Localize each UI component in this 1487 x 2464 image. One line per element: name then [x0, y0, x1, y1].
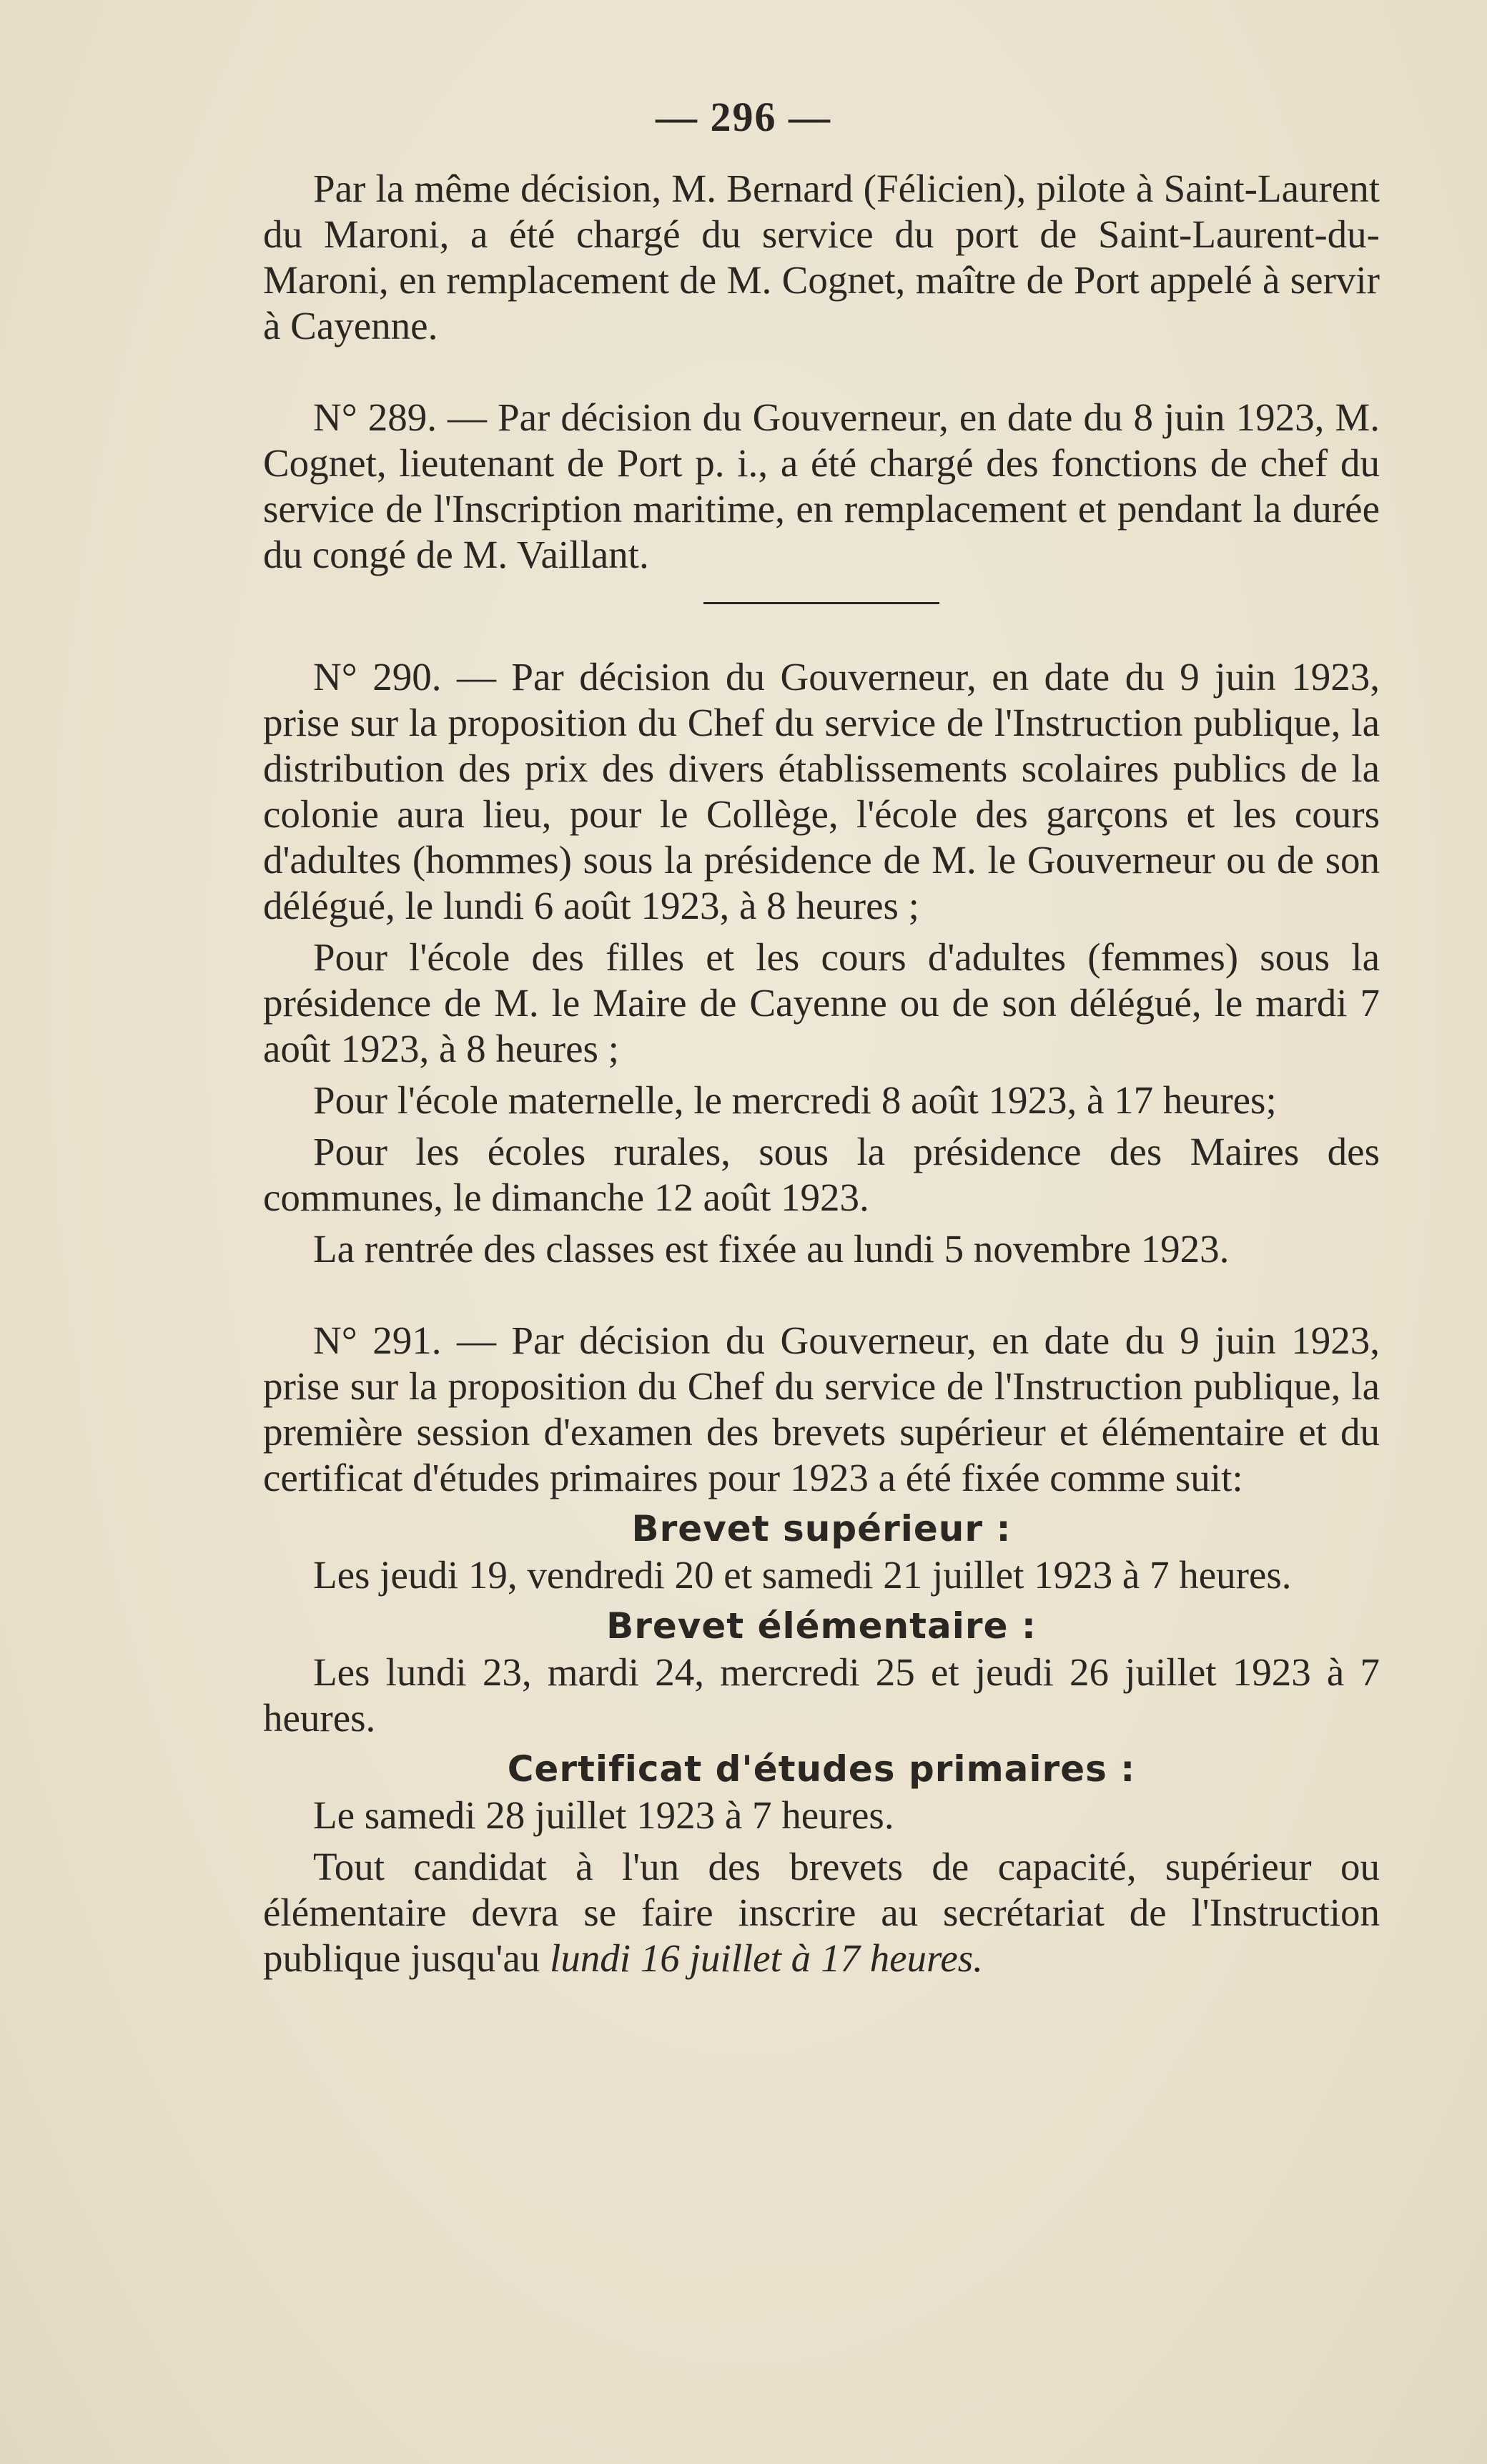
paragraph-dates-brevet-elementaire: Les lundi 23, mardi 24, mercredi 25 et jeudi 26 juillet 1923 à 7 heures.	[263, 1650, 1380, 1740]
paragraph-inscription	[263, 1844, 1380, 1981]
inscription-deadline: lundi 16 juillet à 17 heures.	[549, 1936, 983, 1980]
heading-certificat-etudes: Certificat d'études primaires :	[507, 1748, 1136, 1790]
page-number: — 296 —	[656, 94, 831, 140]
paragraph-decision-290: N° 290. — Par décision du Gouverneur, en date du 9 juin 1923, prise sur la proposition du Chef du service de l'Instruction publique, la distribution des prix des divers établissements scolaires publics de la colonie aura lieu, pour le Collège, l'école des garçons et les cours d'adultes (hommes) sous la présidence de M. le Gouverneur ou de son délégué, le lundi 6 août 1923, à 8 heures ;	[263, 655, 1380, 927]
paragraph-date-certificat: Le samedi 28 juillet 1923 à 7 heures.	[313, 1793, 894, 1837]
paragraph-rentree: La rentrée des classes est fixée au lundi 5 novembre 1923.	[313, 1227, 1230, 1271]
paragraph-decision-289: N° 289. — Par décision du Gouverneur, en date du 8 juin 1923, M. Cognet, lieutenant de Port p. i., a été chargé des fonctions de chef du service de l'Inscription maritime, en remplacement et pendant la durée du congé de M. Vaillant.	[263, 395, 1380, 576]
heading-brevet-superieur: Brevet supérieur :	[631, 1508, 1012, 1549]
heading-brevet-elementaire: Brevet élémentaire :	[606, 1605, 1037, 1647]
inscription-text: Tout candidat à l'un des brevets de capacité, supérieur ou élémentaire devra se faire inscrire au secrétariat de l'Instruction publique jusqu'au	[263, 1845, 1380, 1980]
page-body	[263, 166, 1380, 1981]
paragraph-ecole-maternelle: Pour l'école maternelle, le mercredi 8 août 1923, à 17 heures;	[313, 1078, 1277, 1122]
section-divider	[703, 602, 939, 604]
paragraph-ecoles-rurales: Pour les écoles rurales, sous la présidence des Maires des communes, le dimanche 12 août 1923.	[263, 1130, 1380, 1219]
paragraph-decision-291: N° 291. — Par décision du Gouverneur, en date du 9 juin 1923, prise sur la proposition du Chef du service de l'Instruction publique, la première session d'examen des brevets supérieur et élémentaire et du certificat d'études primaires pour 1923 a été fixée comme suit:	[263, 1319, 1380, 1499]
paragraph-ecole-filles: Pour l'école des filles et les cours d'adultes (femmes) sous la présidence de M. le Maire de Cayenne ou de son délégué, le mardi 7 août 1923, à 8 heures ;	[263, 935, 1380, 1070]
paragraph-bernard: Par la même décision, M. Bernard (Félicien), pilote à Saint-Laurent du Maroni, a été chargé du service du port de Saint-Laurent-du-Maroni, en remplacement de M. Cognet, maître de Port appelé à servir à Cayenne.	[263, 167, 1380, 348]
paragraph-dates-brevet-superieur: Les jeudi 19, vendredi 20 et samedi 21 juillet 1923 à 7 heures.	[313, 1553, 1292, 1597]
